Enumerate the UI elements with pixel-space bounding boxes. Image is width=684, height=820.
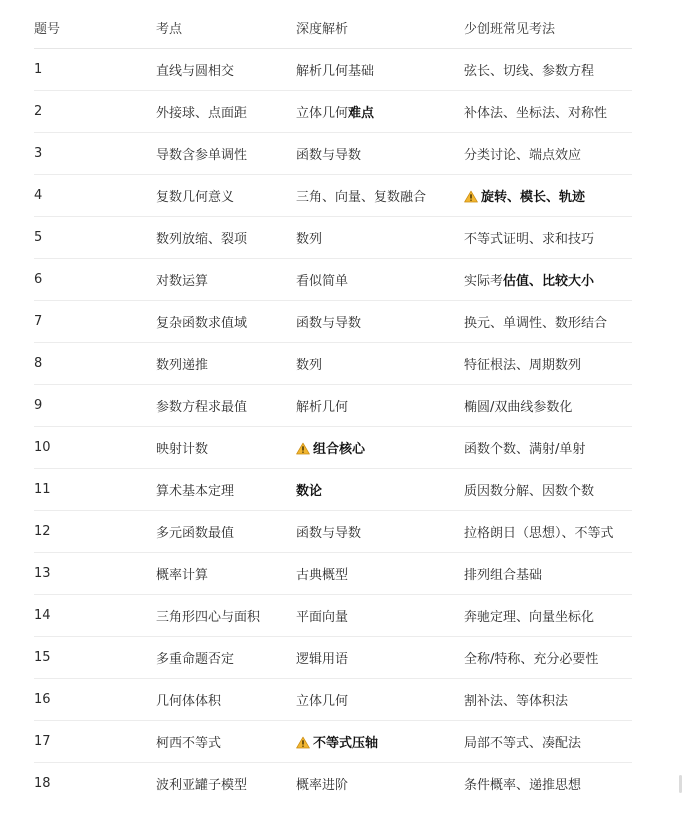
topic-cell: 波利亚罐子模型 <box>156 778 248 793</box>
table-row <box>34 175 632 217</box>
method-cell <box>464 91 632 133</box>
table-row <box>34 301 632 343</box>
question-number: 6 <box>34 259 156 301</box>
emphasis-text: 数论 <box>296 484 323 499</box>
cell-text: 拉格朗日（思想）、不等式 <box>464 526 614 541</box>
table-row <box>34 259 632 301</box>
table-row <box>34 637 632 679</box>
cell-text: 条件概率、递推思想 <box>464 778 582 793</box>
cell-text: 不等式证明、求和技巧 <box>464 232 595 247</box>
topic-cell: 几何体体积 <box>156 679 296 721</box>
topic-cell: 复数几何意义 <box>156 175 296 217</box>
topic-cell: 对数运算 <box>156 259 296 301</box>
question-number: 2 <box>34 91 156 133</box>
question-number: 1 <box>34 49 156 91</box>
question-number: 8 <box>34 343 156 385</box>
cell-text: 逻辑用语 <box>296 652 349 667</box>
table-row <box>34 385 632 427</box>
topic-cell: 外接球、点面距 <box>156 91 296 133</box>
topic-cell: 参数方程求最值 <box>156 385 296 427</box>
method-cell <box>464 553 632 595</box>
header-method: 少创班常见考法 <box>464 6 632 49</box>
method-cell <box>464 469 632 511</box>
table-row <box>34 427 632 469</box>
header-analysis: 深度解析 <box>296 6 464 49</box>
question-number: 14 <box>34 595 156 637</box>
analysis-cell <box>296 595 464 637</box>
cell-text: 奔驰定理、向量坐标化 <box>464 610 595 625</box>
question-number: 16 <box>34 679 156 721</box>
table-header-row <box>34 6 632 49</box>
topic-cell: 算术基本定理 <box>156 469 296 511</box>
header-number: 题号 <box>34 6 156 49</box>
analysis-cell <box>296 343 464 385</box>
cell-text: 割补法、等体积法 <box>464 694 569 709</box>
cell-text: 平面向量 <box>296 610 349 625</box>
cell-text: 立体几何 <box>296 694 349 709</box>
method-cell <box>464 133 632 175</box>
topic-cell: 柯西不等式 <box>156 721 296 763</box>
analysis-cell <box>296 427 464 469</box>
table-row <box>34 595 632 637</box>
analysis-cell <box>296 49 464 91</box>
method-cell <box>464 259 632 301</box>
method-cell <box>464 175 632 217</box>
cell-text: 弦长、切线、参数方程 <box>464 64 595 79</box>
topic-cell: 直线与圆相交 <box>156 49 296 91</box>
method-cell <box>464 595 632 637</box>
question-number: 12 <box>34 511 156 553</box>
header-topic: 考点 <box>156 6 296 49</box>
analysis-cell <box>296 133 464 175</box>
analysis-cell <box>296 175 464 217</box>
cell-text: 概率进阶 <box>296 778 349 793</box>
cell-text: 立体几何 <box>296 106 349 121</box>
method-cell <box>464 427 632 469</box>
cell-text: 三角、向量、复数融合 <box>296 190 427 205</box>
cell-text: 质因数分解、因数个数 <box>464 484 595 499</box>
topic-cell: 导数含参单调性 <box>156 133 296 175</box>
analysis-cell <box>296 679 464 721</box>
method-cell <box>464 763 632 805</box>
cell-text: 实际考 <box>464 274 504 289</box>
analysis-cell <box>296 217 464 259</box>
scroll-edge-indicator <box>679 775 682 793</box>
table-row <box>34 217 632 259</box>
analysis-cell <box>296 259 464 301</box>
analysis-cell <box>296 763 464 805</box>
emphasis-text: 组合核心 <box>313 442 366 457</box>
cell-text: 数列 <box>296 232 323 247</box>
table-row <box>34 343 632 385</box>
warning-icon <box>296 736 310 749</box>
cell-text: 看似简单 <box>296 274 349 289</box>
question-number: 13 <box>34 553 156 595</box>
table-row <box>34 763 632 805</box>
analysis-cell <box>296 385 464 427</box>
analysis-cell <box>296 91 464 133</box>
analysis-cell <box>296 469 464 511</box>
question-number: 7 <box>34 301 156 343</box>
cell-text: 排列组合基础 <box>464 568 543 583</box>
table-row <box>34 133 632 175</box>
cell-text: 分类讨论、端点效应 <box>464 148 582 163</box>
table-row <box>34 49 632 91</box>
analysis-cell <box>296 721 464 763</box>
question-number: 4 <box>34 175 156 217</box>
method-cell <box>464 301 632 343</box>
analysis-cell <box>296 301 464 343</box>
table-row <box>34 511 632 553</box>
emphasis-text: 旋转、模长、轨迹 <box>481 190 586 205</box>
topic-cell: 多元函数最值 <box>156 511 296 553</box>
method-cell <box>464 721 632 763</box>
cell-text: 全称/特称、充分必要性 <box>464 652 599 667</box>
topic-cell: 复杂函数求值域 <box>156 301 296 343</box>
cell-text: 函数与导数 <box>296 316 362 331</box>
topic-cell: 映射计数 <box>156 427 296 469</box>
question-number: 17 <box>34 721 156 763</box>
topic-cell: 三角形四心与面积 <box>156 595 296 637</box>
cell-text: 函数与导数 <box>296 526 362 541</box>
analysis-cell <box>296 553 464 595</box>
method-cell <box>464 49 632 91</box>
topic-cell: 数列递推 <box>156 343 296 385</box>
emphasis-text: 不等式压轴 <box>313 736 379 751</box>
cell-text: 古典概型 <box>296 568 349 583</box>
cell-text: 解析几何基础 <box>296 64 375 79</box>
question-number: 5 <box>34 217 156 259</box>
table-row <box>34 469 632 511</box>
cell-text: 椭圆/双曲线参数化 <box>464 400 573 415</box>
cell-text: 解析几何 <box>296 400 349 415</box>
question-number: 9 <box>34 385 156 427</box>
method-cell <box>464 679 632 721</box>
cell-text: 局部不等式、凑配法 <box>464 736 582 751</box>
table-row <box>34 553 632 595</box>
table-row <box>34 721 632 763</box>
warning-icon <box>296 442 310 455</box>
emphasis-text: 难点 <box>348 106 375 121</box>
cell-text: 数列 <box>296 358 323 373</box>
cell-text: 特征根法、周期数列 <box>464 358 582 373</box>
method-cell <box>464 343 632 385</box>
cell-text: 换元、单调性、数形结合 <box>464 316 608 331</box>
table-row <box>34 91 632 133</box>
method-cell <box>464 511 632 553</box>
cell-text: 函数与导数 <box>296 148 362 163</box>
method-cell <box>464 385 632 427</box>
table-row <box>34 679 632 721</box>
topic-cell: 概率计算 <box>156 553 296 595</box>
analysis-cell <box>296 511 464 553</box>
emphasis-text: 估值、比较大小 <box>503 274 595 289</box>
topic-cell: 数列放缩、裂项 <box>156 217 296 259</box>
method-cell <box>464 217 632 259</box>
topic-cell: 多重命题否定 <box>156 637 296 679</box>
method-cell <box>464 637 632 679</box>
analysis-cell <box>296 637 464 679</box>
question-number: 10 <box>34 427 156 469</box>
question-number: 3 <box>34 133 156 175</box>
cell-text: 补体法、坐标法、对称性 <box>464 106 608 121</box>
exam-analysis-table <box>34 6 632 804</box>
question-number: 11 <box>34 469 156 511</box>
question-number: 15 <box>34 637 156 679</box>
cell-text: 函数个数、满射/单射 <box>464 442 586 457</box>
warning-icon <box>464 190 478 203</box>
question-number: 18 <box>34 776 51 791</box>
